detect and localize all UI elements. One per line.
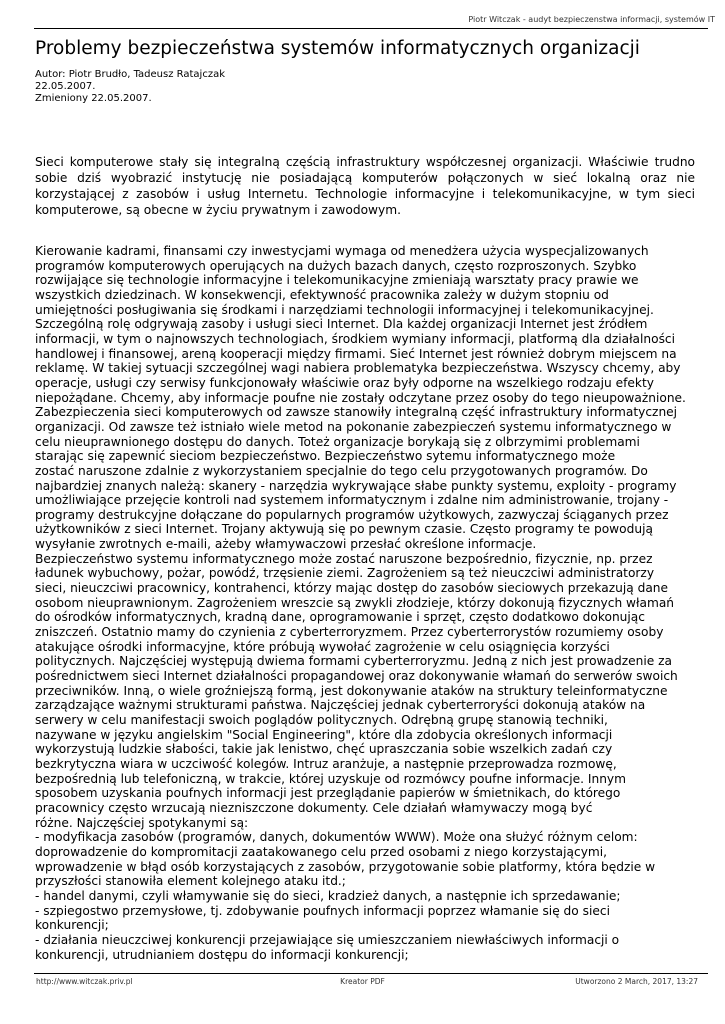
intro-paragraph: Sieci komputerowe stały się integralną częścią infrastruktury współczesnej organizacji. Właściwie trudno sobie dziś wyobrazić instytucję nie posiadającą komputerów połączonych w sieć lokalną oraz nie korzystającej z zasobów i usług Internetu. Technologie informacyjne i telekomunikacyjne, w tym sieci komputerowe, są obecne w życiu prywatnym i zawodowym. <box>35 155 695 217</box>
date-line: 22.05.2007. <box>35 81 96 92</box>
body-text-line: doprowadzenie do kompromitacji zaatakowanego celu przed osobami z niego korzystającymi, <box>35 844 608 859</box>
body-text-line: pośrednictwem sieci Internet działalności propagandowej oraz dokonywanie włamań do serwerów swoich <box>35 669 678 684</box>
body-text-line: reklamę. W takiej sytuacji szczególnej wagi nabiera problematyka bezpieczeństwa. Wszyscy chcemy, aby <box>35 361 681 376</box>
header-divider <box>34 28 708 29</box>
body-text-line: bezkrytyczna wiara w uczciwość kolegów. Intruz aranżuje, a następnie przeprowadza rozmowę, <box>35 756 617 771</box>
page-title: Problemy bezpieczeństwa systemów informatycznych organizacji <box>35 38 640 59</box>
body-text-line: - handel danymi, czyli włamywanie się do sieci, kradzież danych, a następnie ich sprzedawanie; <box>35 888 621 903</box>
body-text-line: wysyłanie zwrotnych e-maili, ażeby włamywaczowi przesłać określone informacje. <box>35 537 537 552</box>
body-text-line: konkurencji; <box>35 918 109 933</box>
body-text-line: atakujące ośrodki informacyjne, które próbują wywołać zagrożenie w celu osiągnięcia korzyści <box>35 639 610 654</box>
body-text-line: niepożądane. Chcemy, aby informacje poufne nie zostały odczytane przez osoby do tego nieupoważnione. <box>35 390 686 405</box>
body-text-line: nazywane w języku angielskim "Social Engineering", które dla zdobycia określonych informacji <box>35 727 613 742</box>
body-text-line: najbardziej znanych należą: skanery - narzędzia wykrywające słabe punkty systemu, exploity - programy <box>35 478 677 493</box>
body-text-line: rozwijające się technologie informacyjne i telekomunikacyjne zmieniają warsztaty pracy prawie we <box>35 273 639 288</box>
body-text-line: Szczególną rolę odgrywają zasoby i usługi sieci Internet. Dla każdej organizacji Internet jest źródłem <box>35 317 648 332</box>
body-text-line: przeciwników. Inną, o wiele groźniejszą formą, jest dokonywanie ataków na struktury teleinformatyczne <box>35 683 668 698</box>
body-text-line: programów komputerowych operujących na dużych bazach danych, często rozproszonych. Szybko <box>35 258 637 273</box>
body-text-line: ładunek wybuchowy, pożar, powódź, trzęsienie ziemi. Zagrożeniem są też nieuczciwi administratorzy <box>35 566 655 581</box>
body-text-line: sposobem uzyskania poufnych informacji jest przeglądanie papierów w śmietnikach, do którego <box>35 786 621 801</box>
body-text-line: zostać naruszone zdalnie z wykorzystaniem specjalnie do tego celu przygotowanych programów. Do <box>35 463 648 478</box>
body-text-line: do ośrodków informatycznych, kradną dane, oprogramowanie i sprzęt, często dodatkowo dokonując <box>35 610 645 625</box>
body-text-line: - modyfikacja zasobów (programów, danych, dokumentów WWW). Może ona służyć różnym celom: <box>35 830 638 845</box>
footer-generator: Kreator PDF <box>340 977 385 986</box>
body-text-line: - działania nieuczciwej konkurencji przejawiające się umieszczaniem niewłaściwych informacji o <box>35 932 620 947</box>
body-text-line: operacje, usługi czy serwisy funkcjonowały właściwie oraz były odporne na wszelkiego rodzaju efekty <box>35 375 654 390</box>
author-line: Autor: Piotr Brudło, Tadeusz Ratajczak <box>35 69 225 80</box>
modified-line: Zmieniony 22.05.2007. <box>35 93 152 104</box>
footer-divider <box>34 973 708 974</box>
body-text-line: serwery w celu manifestacji swoich poglądów politycznych. Odrębną grupę stanowią techniki, <box>35 713 608 727</box>
body-text-line: różne. Najczęściej spotykanymi są: <box>35 815 249 830</box>
body-text-line: wszystkich dziedzinach. W konsekwencji, efektywność pracownika zależy w dużym stopniu od <box>35 287 609 302</box>
body-text-line: wprowadzenie w błąd osób korzystających z zasobów, przygotowanie sobie platformy, która będzie w <box>35 859 656 874</box>
body-text-line: pracownicy często wrzucają niezniszczone dokumenty. Cele działań włamywaczy mogą być <box>35 800 593 815</box>
body-text-line: Zabezpieczenia sieci komputerowych od zawsze stanowiły integralną część infrastruktury informatycznej <box>35 405 678 420</box>
body-text-line: zarządzające ważnymi strukturami państwa. Najczęściej jednak cyberterroryści dokonują ataków na <box>35 698 646 713</box>
body-text-line: bezpośrednią lub telefoniczną, w trakcie, której uzyskuje od rozmówcy poufne informacje. Innym <box>35 771 627 786</box>
body-text-line: handlowej i finansowej, areną kooperacji między firmami. Sieć Internet jest również dobrym miejscem na <box>35 346 677 361</box>
page-header-text: Piotr Witczak - audyt bezpieczenstwa informacji, systemów IT <box>468 15 715 24</box>
body-text-line: celu nieuprawnionego dostępu do danych. Toteż organizacje borykają się z olbrzymimi problemami <box>35 434 640 449</box>
body-text-line: konkurencji, utrudnianiem dostępu do informacji konkurencji; <box>35 947 409 962</box>
footer-created-date: Utworzono 2 March, 2017, 13:27 <box>575 977 698 986</box>
body-text-line: sieci, nieuczciwi pracownicy, kontrahenci, którzy mając dostęp do zasobów sieciowych przekazują dane <box>35 581 669 596</box>
body-text-line: osobom nieuprawnionym. Zagrożeniem wreszcie są zwykli złodzieje, którzy dokonują fizycznych włamań <box>35 595 675 610</box>
main-text-block <box>35 244 695 962</box>
body-text-line: umożliwiające przejęcie kontroli nad systemem informatycznym i zdalne nim administrowanie, trojany - <box>35 493 669 508</box>
body-text-line: programy destrukcyjne dołączane do popularnych programów użytkowych, zazwyczaj ściąganych przez <box>35 507 669 522</box>
body-text-line: politycznych. Najczęściej występują dwiema formami cyberterroryzmu. Jedną z nich jest prowadzenie za <box>35 654 672 669</box>
body-text-line: organizacji. Od zawsze też istniało wiele metod na pokonanie zabezpieczeń systemu informatycznego w <box>35 419 672 434</box>
article-meta <box>35 69 225 105</box>
body-text-line: umiejętności posługiwania się środkami i narzędziami technologii informacyjnej i telekomunikacyjnej. <box>35 302 654 317</box>
body-text-line: starając się zapewnić sieciom bezpieczeństwo. Bezpieczeństwo sytemu informatycznego może <box>35 449 616 464</box>
body-text-line: informacji, w tym o najnowszych technologiach, środkiem wymiany informacji, platformą dla działalności <box>35 331 676 346</box>
body-text-line: Bezpieczeństwo systemu informatycznego może zostać naruszone bezpośrednio, fizycznie, np. przez <box>35 551 653 566</box>
body-text-line: Kierowanie kadrami, finansami czy inwestycjami wymaga od menedżera użycia wyspecjalizowanych <box>35 244 649 258</box>
body-text-line: - szpiegostwo przemysłowe, tj. zdobywanie poufnych informacji poprzez włamanie się do sieci <box>35 903 610 918</box>
body-text-line: przyszłości stanowiła element kolejnego ataku itd.; <box>35 874 346 889</box>
footer-url: http://www.witczak.priv.pl <box>36 977 133 986</box>
body-text-line: wykorzystują ludzkie słabości, takie jak lenistwo, chęć upraszczania sobie wszelkich zadań czy <box>35 742 613 757</box>
body-text-line: użytkowników z sieci Internet. Trojany aktywują się po pewnym czasie. Często programy te powodują <box>35 522 653 537</box>
body-text-line: zniszczeń. Ostatnio mamy do czynienia z cyberterroryzmem. Przez cyberterrorystów rozumiemy osoby <box>35 625 664 640</box>
